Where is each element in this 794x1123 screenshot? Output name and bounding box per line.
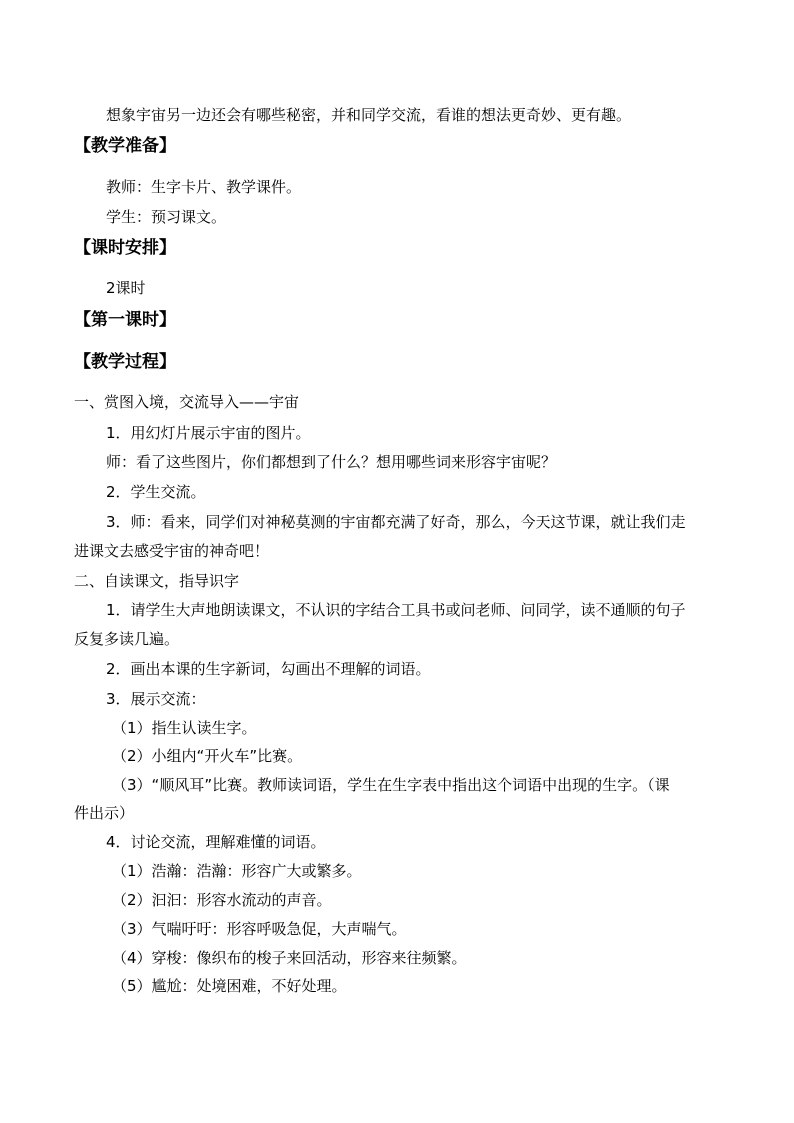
paragraph: （3）“顺风耳”比赛。教师读词语，学生在生字表中指出这个词语中出现的生字。（课	[112, 776, 670, 794]
paragraph: 3．展示交流：	[106, 690, 206, 708]
paragraph: 3．师：看来，同学们对神秘莫测的宇宙都充满了好奇，那么，今天这节课，就让我们走	[106, 513, 686, 531]
paragraph: 反复多读几遍。	[74, 630, 180, 648]
subsection-title: 一、赏图入境，交流导入——宇宙	[74, 393, 300, 411]
section-heading-process: 【教学过程】	[74, 352, 176, 372]
paragraph: （1）浩瀚：浩瀚：形容广大或繁多。	[112, 862, 362, 880]
paragraph: （1）指生认读生字。	[112, 719, 257, 737]
paragraph: 件出示）	[74, 804, 135, 822]
paragraph: 2课时	[106, 279, 146, 297]
paragraph: 师：看了这些图片，你们都想到了什么？想用哪些词来形容宇宙呢？	[106, 453, 557, 471]
paragraph: （4）穿梭：像织布的梭子来回活动，形容来往频繁。	[112, 949, 467, 967]
paragraph: 4．讨论交流，理解难懂的词语。	[106, 833, 326, 851]
paragraph: 1．请学生大声地朗读课文，不认识的字结合工具书或问老师、问同学，读不通顺的句子	[106, 601, 686, 619]
paragraph: 2．画出本课的生字新词，勾画出不理解的词语。	[106, 660, 431, 678]
paragraph: 1．用幻灯片展示宇宙的图片。	[106, 424, 311, 442]
paragraph: 2．学生交流。	[106, 483, 206, 501]
paragraph: 教师：生字卡片、教学课件。	[106, 178, 302, 196]
section-heading-first-lesson: 【第一课时】	[74, 310, 176, 330]
paragraph: （2）小组内“开火车”比赛。	[112, 747, 303, 765]
section-heading-preparation: 【教学准备】	[74, 136, 176, 156]
paragraph: 进课文去感受宇宙的神奇吧！	[74, 542, 270, 560]
section-heading-schedule: 【课时安排】	[74, 238, 176, 258]
subsection-title: 二、自读课文，指导识字	[74, 572, 240, 590]
paragraph: 想象宇宙另一边还会有哪些秘密，并和同学交流，看谁的想法更奇妙、更有趣。	[106, 106, 632, 124]
paragraph: （5）尴尬：处境困难，不好处理。	[112, 977, 347, 995]
paragraph: （3）气喘吁吁：形容呼吸急促，大声喘气。	[112, 920, 407, 938]
paragraph: 学生：预习课文。	[106, 208, 227, 226]
paragraph: （2）汩汩：形容水流动的声音。	[112, 891, 332, 909]
